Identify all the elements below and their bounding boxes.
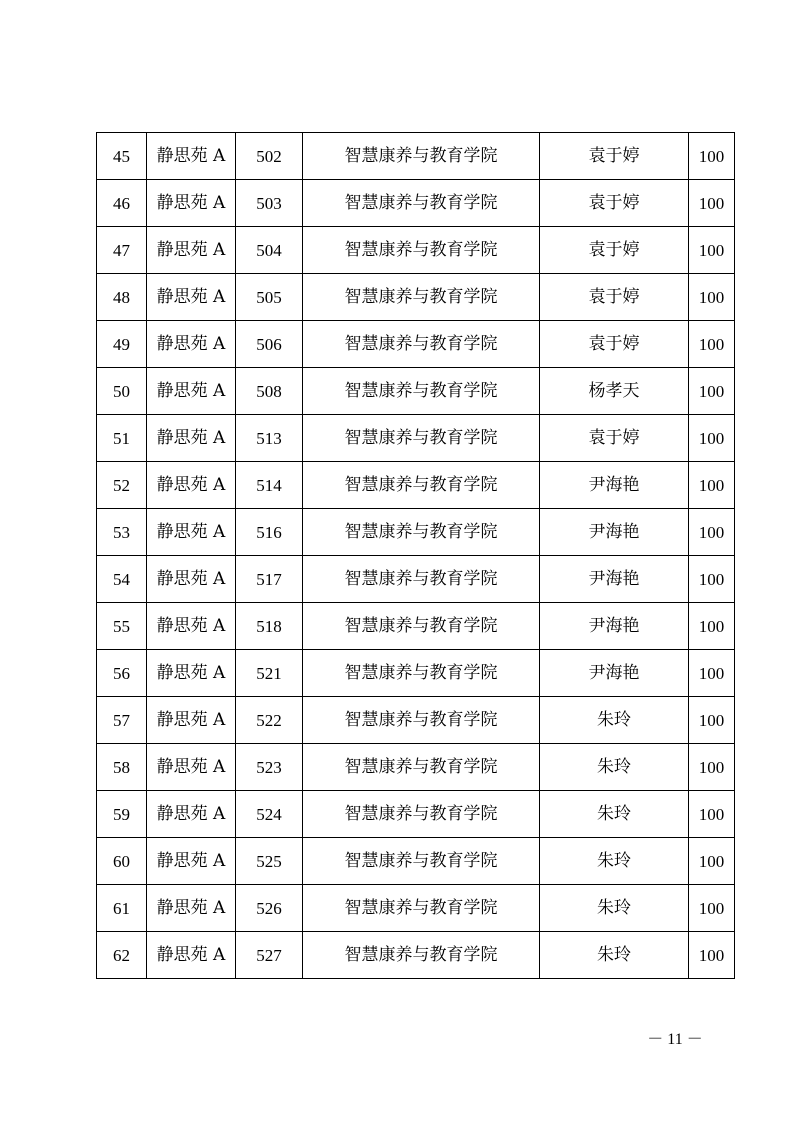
room-number-cell: 503 (236, 180, 303, 227)
table-row (97, 650, 735, 697)
building-cell: 静思苑 A (147, 368, 236, 415)
room-number-cell: 525 (236, 838, 303, 885)
score-cell: 100 (689, 180, 735, 227)
counselor-cell: 袁于婷 (540, 133, 689, 180)
table-row (97, 885, 735, 932)
score-cell: 100 (689, 932, 735, 979)
building-cell: 静思苑 A (147, 133, 236, 180)
college-cell: 智慧康养与教育学院 (303, 274, 540, 321)
college-cell: 智慧康养与教育学院 (303, 227, 540, 274)
counselor-cell: 袁于婷 (540, 227, 689, 274)
table-row (97, 368, 735, 415)
building-cell: 静思苑 A (147, 227, 236, 274)
row-index-cell: 53 (97, 509, 147, 556)
score-cell: 100 (689, 603, 735, 650)
row-index-cell: 49 (97, 321, 147, 368)
table-row (97, 509, 735, 556)
score-cell: 100 (689, 838, 735, 885)
counselor-cell: 朱玲 (540, 885, 689, 932)
room-number-cell: 527 (236, 932, 303, 979)
room-number-cell: 502 (236, 133, 303, 180)
row-index-cell: 46 (97, 180, 147, 227)
row-index-cell: 61 (97, 885, 147, 932)
score-cell: 100 (689, 744, 735, 791)
table-row (97, 932, 735, 979)
college-cell: 智慧康养与教育学院 (303, 133, 540, 180)
building-cell: 静思苑 A (147, 932, 236, 979)
room-number-cell: 523 (236, 744, 303, 791)
row-index-cell: 54 (97, 556, 147, 603)
counselor-cell: 袁于婷 (540, 415, 689, 462)
room-number-cell: 516 (236, 509, 303, 556)
row-index-cell: 56 (97, 650, 147, 697)
counselor-cell: 袁于婷 (540, 274, 689, 321)
score-cell: 100 (689, 321, 735, 368)
score-cell: 100 (689, 133, 735, 180)
counselor-cell: 尹海艳 (540, 603, 689, 650)
table-row (97, 462, 735, 509)
building-cell: 静思苑 A (147, 791, 236, 838)
room-number-cell: 526 (236, 885, 303, 932)
score-cell: 100 (689, 415, 735, 462)
counselor-cell: 朱玲 (540, 791, 689, 838)
row-index-cell: 55 (97, 603, 147, 650)
row-index-cell: 52 (97, 462, 147, 509)
counselor-cell: 尹海艳 (540, 509, 689, 556)
counselor-cell: 尹海艳 (540, 556, 689, 603)
score-cell: 100 (689, 556, 735, 603)
college-cell: 智慧康养与教育学院 (303, 932, 540, 979)
table-body (97, 133, 735, 979)
building-cell: 静思苑 A (147, 650, 236, 697)
building-cell: 静思苑 A (147, 509, 236, 556)
college-cell: 智慧康养与教育学院 (303, 744, 540, 791)
college-cell: 智慧康养与教育学院 (303, 321, 540, 368)
table-row (97, 227, 735, 274)
college-cell: 智慧康养与教育学院 (303, 603, 540, 650)
counselor-cell: 袁于婷 (540, 180, 689, 227)
page-number: － 11 － (647, 1031, 703, 1048)
table-row (97, 321, 735, 368)
college-cell: 智慧康养与教育学院 (303, 509, 540, 556)
score-cell: 100 (689, 274, 735, 321)
building-cell: 静思苑 A (147, 697, 236, 744)
college-cell: 智慧康养与教育学院 (303, 462, 540, 509)
counselor-cell: 朱玲 (540, 838, 689, 885)
counselor-cell: 朱玲 (540, 932, 689, 979)
counselor-cell: 袁于婷 (540, 321, 689, 368)
building-cell: 静思苑 A (147, 838, 236, 885)
row-index-cell: 47 (97, 227, 147, 274)
counselor-cell: 朱玲 (540, 697, 689, 744)
score-cell: 100 (689, 227, 735, 274)
score-cell: 100 (689, 509, 735, 556)
building-cell: 静思苑 A (147, 556, 236, 603)
building-cell: 静思苑 A (147, 462, 236, 509)
row-index-cell: 59 (97, 791, 147, 838)
table-row (97, 180, 735, 227)
counselor-cell: 杨孝天 (540, 368, 689, 415)
counselor-cell: 尹海艳 (540, 650, 689, 697)
score-cell: 100 (689, 368, 735, 415)
college-cell: 智慧康养与教育学院 (303, 556, 540, 603)
college-cell: 智慧康养与教育学院 (303, 368, 540, 415)
row-index-cell: 50 (97, 368, 147, 415)
room-number-cell: 521 (236, 650, 303, 697)
room-number-cell: 517 (236, 556, 303, 603)
counselor-cell: 朱玲 (540, 744, 689, 791)
room-number-cell: 518 (236, 603, 303, 650)
table-row (97, 791, 735, 838)
row-index-cell: 51 (97, 415, 147, 462)
table-row (97, 603, 735, 650)
building-cell: 静思苑 A (147, 321, 236, 368)
building-cell: 静思苑 A (147, 180, 236, 227)
counselor-cell: 尹海艳 (540, 462, 689, 509)
row-index-cell: 57 (97, 697, 147, 744)
college-cell: 智慧康养与教育学院 (303, 838, 540, 885)
room-number-cell: 505 (236, 274, 303, 321)
building-cell: 静思苑 A (147, 274, 236, 321)
building-cell: 静思苑 A (147, 415, 236, 462)
college-cell: 智慧康养与教育学院 (303, 180, 540, 227)
row-index-cell: 45 (97, 133, 147, 180)
college-cell: 智慧康养与教育学院 (303, 415, 540, 462)
room-number-cell: 513 (236, 415, 303, 462)
room-score-table (96, 132, 735, 979)
building-cell: 静思苑 A (147, 744, 236, 791)
college-cell: 智慧康养与教育学院 (303, 885, 540, 932)
college-cell: 智慧康养与教育学院 (303, 650, 540, 697)
table-row (97, 415, 735, 462)
building-cell: 静思苑 A (147, 603, 236, 650)
score-cell: 100 (689, 697, 735, 744)
table-row (97, 744, 735, 791)
room-number-cell: 524 (236, 791, 303, 838)
table-row (97, 838, 735, 885)
room-number-cell: 514 (236, 462, 303, 509)
table-row (97, 274, 735, 321)
row-index-cell: 48 (97, 274, 147, 321)
score-cell: 100 (689, 462, 735, 509)
table-row (97, 133, 735, 180)
room-number-cell: 522 (236, 697, 303, 744)
row-index-cell: 62 (97, 932, 147, 979)
college-cell: 智慧康养与教育学院 (303, 791, 540, 838)
row-index-cell: 58 (97, 744, 147, 791)
table-row (97, 556, 735, 603)
score-cell: 100 (689, 885, 735, 932)
room-number-cell: 506 (236, 321, 303, 368)
building-cell: 静思苑 A (147, 885, 236, 932)
row-index-cell: 60 (97, 838, 147, 885)
table-row (97, 697, 735, 744)
room-number-cell: 508 (236, 368, 303, 415)
score-cell: 100 (689, 791, 735, 838)
college-cell: 智慧康养与教育学院 (303, 697, 540, 744)
room-number-cell: 504 (236, 227, 303, 274)
score-cell: 100 (689, 650, 735, 697)
